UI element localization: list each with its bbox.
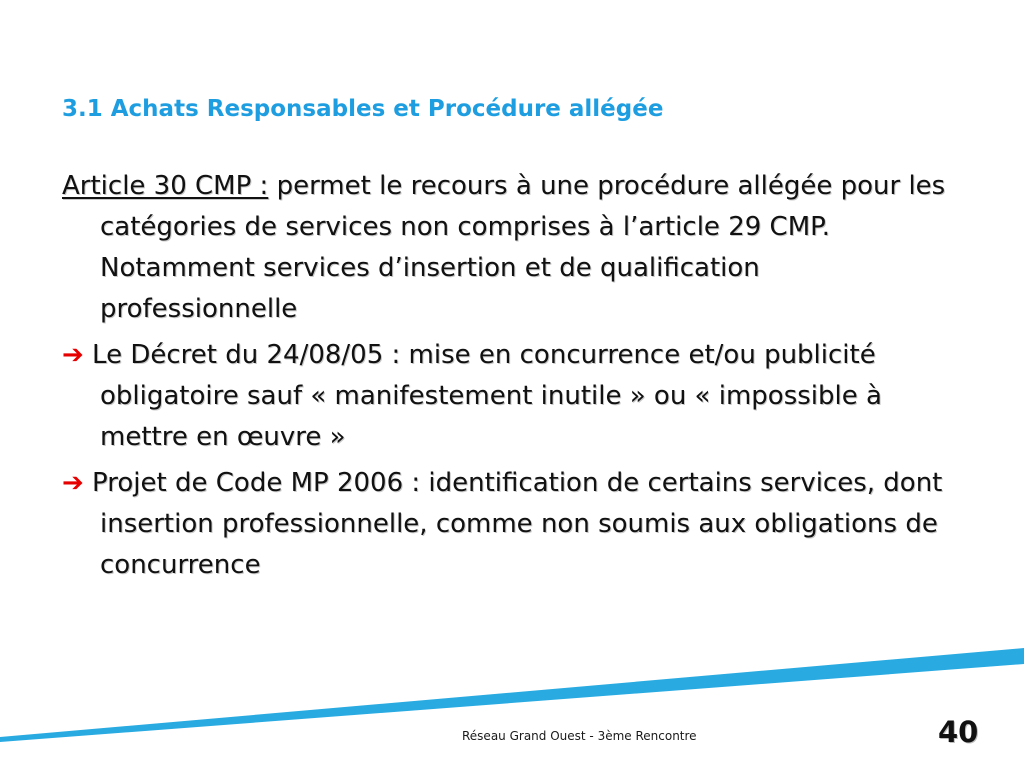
footer-text: Réseau Grand Ouest - 3ème Rencontre (462, 729, 697, 743)
arrow-icon: ➔ (62, 468, 84, 498)
page-number: 40 (938, 715, 979, 749)
paragraph-text: permet le recours à une procédure allégée pour les catégories de services non comprises à l’article 29 CMP. Notamment services d’insertion et de qualification professionnelle (100, 171, 946, 324)
paragraph-decret (62, 335, 962, 458)
article-30-label: Article 30 CMP : (62, 171, 269, 201)
slide-body (62, 166, 962, 591)
paragraph-projet-code (62, 463, 962, 586)
paragraph-text: Projet de Code MP 2006 : identification de certains services, dont insertion professionnelle, comme non soumis aux obligations de concurrence (83, 468, 943, 580)
paragraph-text: Le Décret du 24/08/05 : mise en concurrence et/ou publicité obligatoire sauf « manifestement inutile » ou « impossible à mettre en œuvre » (83, 340, 882, 452)
arrow-icon: ➔ (62, 340, 84, 370)
slide-title: 3.1 Achats Responsables et Procédure allégée (62, 96, 664, 122)
paragraph-article-30 (62, 166, 962, 330)
